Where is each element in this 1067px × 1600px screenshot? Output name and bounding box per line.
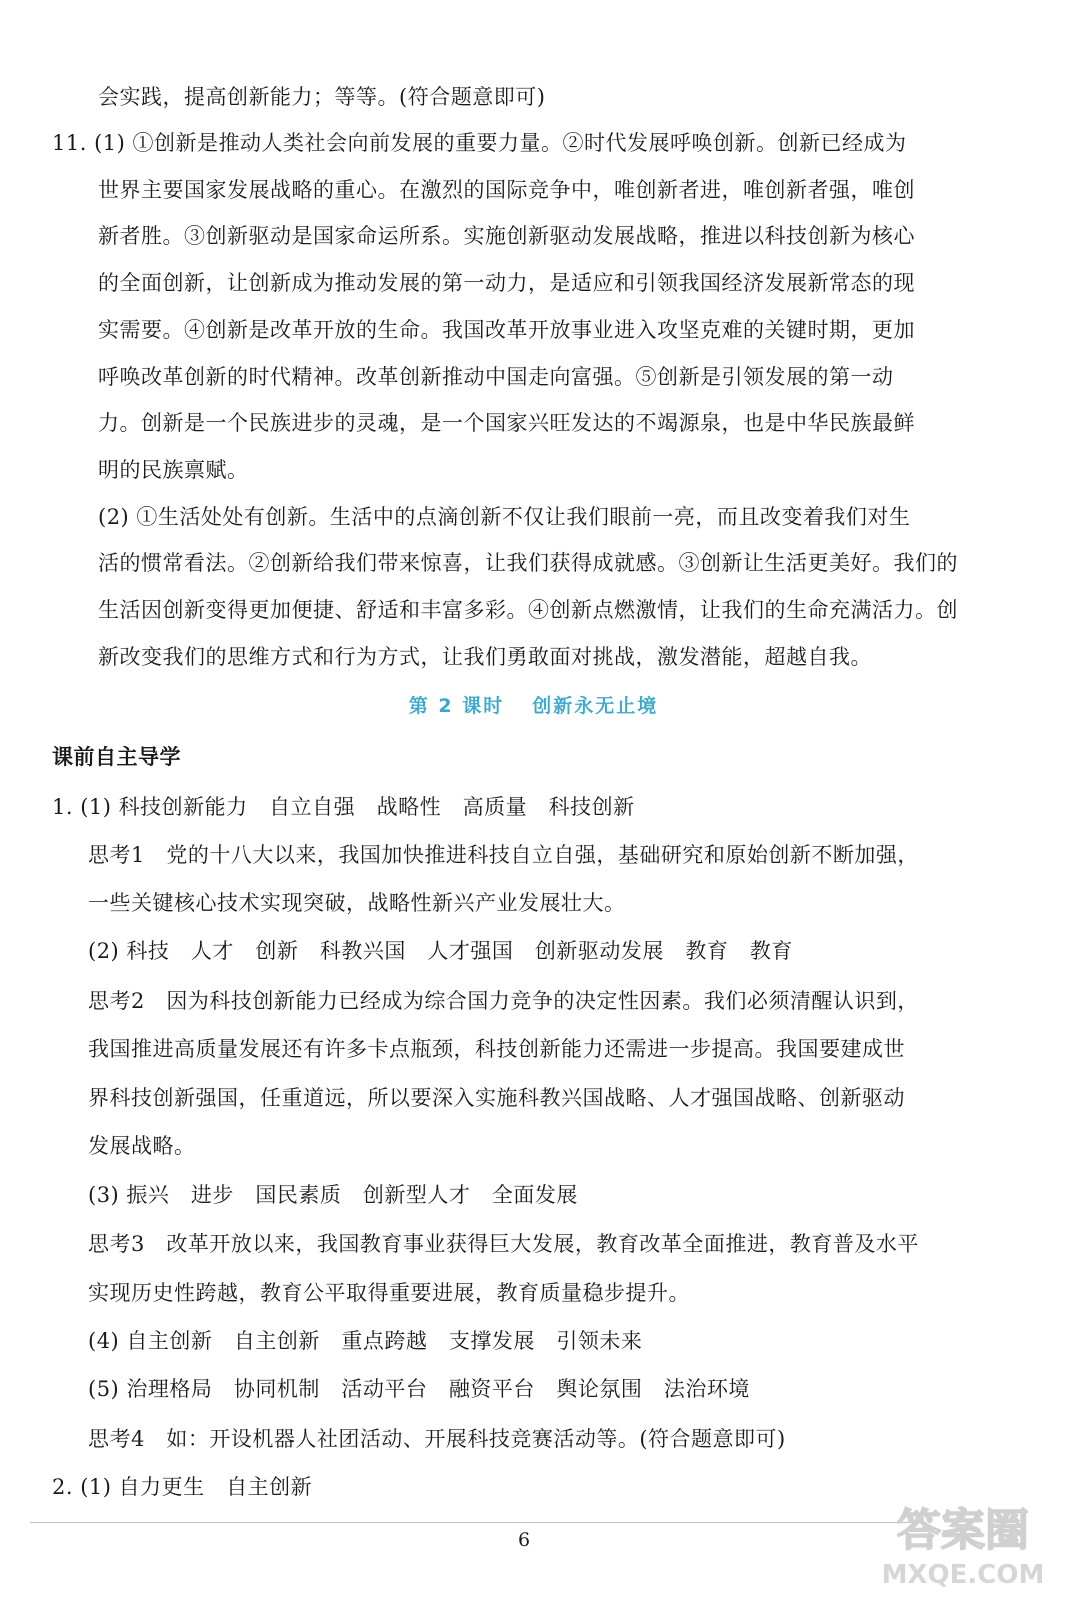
- footer-rule: [30, 1522, 910, 1523]
- watermark-logo: [878, 1495, 1048, 1593]
- text-line: 发展战略。: [88, 1134, 196, 1158]
- section-heading: 课前自主导学: [52, 744, 181, 769]
- text-line: 明的民族禀赋。: [98, 458, 249, 482]
- text-line: (4) 自主创新 自主创新 重点跨越 支撑发展 引领未来: [88, 1329, 643, 1353]
- text-line: (2) 科技 人才 创新 科教兴国 人才强国 创新驱动发展 教育 教育: [88, 939, 793, 963]
- watermark-bottom-text: MXQE.COM: [881, 1560, 1045, 1590]
- text-line: 力。创新是一个民族进步的灵魂，是一个国家兴旺发达的不竭源泉，也是中华民族最鲜: [98, 411, 915, 435]
- section-title: [0, 692, 1067, 720]
- text-line: 生活因创新变得更加便捷、舒适和丰富多彩。④创新点燃激情，让我们的生命充满活力。创: [98, 598, 958, 622]
- text-line: 实需要。④创新是改革开放的生命。我国改革开放事业进入攻坚克难的关键时期，更加: [98, 318, 915, 342]
- text-line: (2) ①生活处处有创新。生活中的点滴创新不仅让我们眼前一亮，而且改变着我们对生: [98, 505, 911, 529]
- text-line: 世界主要国家发展战略的重心。在激烈的国际竞争中，唯创新者进，唯创新者强，唯创: [98, 178, 915, 202]
- text-line: 界科技创新强国，任重道远，所以要深入实施科教兴国战略、人才强国战略、创新驱动: [88, 1086, 905, 1110]
- text-line: 一些关键核心技术实现突破，战略性新兴产业发展壮大。: [88, 891, 626, 915]
- text-line: (3) 振兴 进步 国民素质 创新型人才 全面发展: [88, 1183, 578, 1207]
- text-line: 的全面创新，让创新成为推动发展的第一动力，是适应和引领我国经济发展新常态的现: [98, 271, 915, 295]
- text-line: 新改变我们的思维方式和行为方式，让我们勇敢面对挑战，激发潜能，超越自我。: [98, 645, 872, 669]
- text-line: 会实践，提高创新能力；等等。(符合题意即可): [98, 85, 546, 109]
- text-line: 1. (1) 科技创新能力 自立自强 战略性 高质量 科技创新: [52, 795, 635, 819]
- text-line: 思考4 如：开设机器人社团活动、开展科技竞赛活动等。(符合题意即可): [88, 1427, 786, 1451]
- page-number: 6: [518, 1529, 531, 1551]
- section-title-lesson: 第 2 课时: [408, 695, 505, 717]
- text-line: (5) 治理格局 协同机制 活动平台 融资平台 舆论氛围 法治环境: [88, 1377, 750, 1401]
- text-line: 实现历史性跨越，教育公平取得重要进展，教育质量稳步提升。: [88, 1281, 690, 1305]
- text-line: 新者胜。③创新驱动是国家命运所系。实施创新驱动发展战略，推进以科技创新为核心: [98, 224, 915, 248]
- section-title-name: 创新永无止境: [532, 695, 659, 717]
- text-line: 活的惯常看法。②创新给我们带来惊喜，让我们获得成就感。③创新让生活更美好。我们的: [98, 551, 958, 575]
- text-line: 11. (1) ①创新是推动人类社会向前发展的重要力量。②时代发展呼唤创新。创新已经成为: [52, 131, 907, 155]
- text-line: 思考3 改革开放以来，我国教育事业获得巨大发展，教育改革全面推进，教育普及水平: [88, 1232, 919, 1256]
- text-line: 思考1 党的十八大以来，我国加快推进科技自立自强，基础研究和原始创新不断加强，: [88, 843, 919, 867]
- text-line: 思考2 因为科技创新能力已经成为综合国力竞争的决定性因素。我们必须清醒认识到，: [88, 989, 919, 1013]
- watermark-top-text: 答案圈: [897, 1505, 1029, 1556]
- text-line: 呼唤改革创新的时代精神。改革创新推动中国走向富强。⑤创新是引领发展的第一动: [98, 365, 894, 389]
- text-line: 2. (1) 自力更生 自主创新: [52, 1475, 313, 1499]
- text-line: 我国推进高质量发展还有许多卡点瓶颈，科技创新能力还需进一步提高。我国要建成世: [88, 1037, 905, 1061]
